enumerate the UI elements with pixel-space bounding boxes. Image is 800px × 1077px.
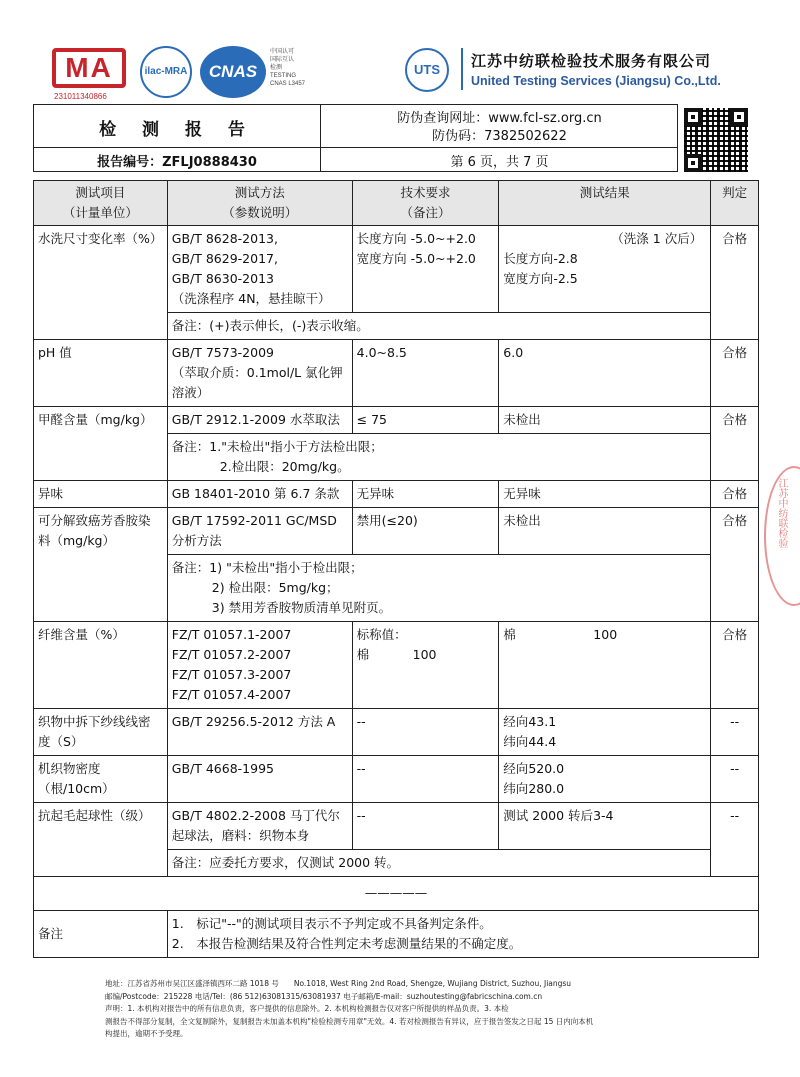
footer-statement-3: 构提出，逾期不予受理。 [105, 1029, 188, 1038]
footer [105, 978, 695, 1041]
item-odor: 异味 [34, 481, 168, 508]
item-wash: 水洗尺寸变化率（%） [34, 226, 168, 340]
company-header [405, 44, 735, 100]
judge-fiber: 合格 [711, 622, 759, 709]
uts-logo-icon: UTS [405, 48, 449, 92]
remarks-content: 1. 标记"--"的测试项目表示不予判定或不具备判定条件。 2. 本报告检测结果及符合性判定未考虑测量结果的不确定度。 [167, 911, 758, 958]
table-row [34, 709, 759, 756]
judge-ph: 合格 [711, 340, 759, 407]
item-formaldehyde: 甲醛含量（mg/kg） [34, 407, 168, 481]
table-row [34, 226, 759, 313]
header-item: 测试项目 （计量单位） [34, 181, 168, 226]
header-judge: 判定 [711, 181, 759, 226]
judge-formaldehyde: 合格 [711, 407, 759, 481]
method-odor: GB 18401-2010 第 6.7 条款 [167, 481, 352, 508]
judge-wash: 合格 [711, 226, 759, 340]
footer-address: 地址：江苏省苏州市吴江区盛泽镇西环二路 1018 号 No.1018, West Ring 2nd Road, Shengze, Wujiang District, Suzhou, Jiangsu [105, 979, 572, 988]
header-method: 测试方法 （参数说明） [167, 181, 352, 226]
note-pilling: 备注：应委托方要求，仅测试 2000 转。 [167, 850, 710, 877]
table-row [34, 508, 759, 555]
remarks-label: 备注 [34, 911, 168, 958]
judge-pilling: -- [711, 803, 759, 877]
footer-statement-2: 测报告不得部分复制，全文复制除外，复制报告未加盖本机构"检验检测专用章"无效。4. 若对检测报告有异议，应于报告签发之日起 15 日内向本机 [105, 1016, 594, 1026]
report-number: 报告编号：ZFLJ0888430 [97, 155, 257, 170]
table-row [34, 756, 759, 803]
ma-number: 231011340866 [54, 92, 107, 101]
item-fiber: 纤维含量（%） [34, 622, 168, 709]
cnas-caption: 中国认可 国际互认 检测 TESTING CNAS L3457 [270, 49, 306, 87]
item-pilling: 抗起毛起球性（级） [34, 803, 168, 877]
result-ph: 6.0 [499, 340, 711, 407]
result-pilling: 测试 2000 转后3-4 [499, 803, 711, 850]
ilac-mra-logo: ilac-MRA [140, 46, 192, 98]
cnas-logo: CNAS [200, 46, 266, 98]
item-amine: 可分解致癌芳香胺染 料（mg/kg） [34, 508, 168, 622]
item-ph: pH 值 [34, 340, 168, 407]
method-pilling: GB/T 4802.2-2008 马丁代尔 起球法，磨料：织物本身 [167, 803, 352, 850]
result-odor: 无异味 [499, 481, 711, 508]
anti-fake-code: 防伪码：7382502622 [432, 129, 567, 144]
table-row [34, 407, 759, 434]
report-info-box [33, 104, 678, 172]
req-fabric-density: -- [352, 756, 499, 803]
table-row [34, 340, 759, 407]
note-wash: 备注：(+)表示伸长，(-)表示收缩。 [167, 313, 710, 340]
method-formaldehyde: GB/T 2912.1-2009 水萃取法 [167, 407, 352, 434]
result-formaldehyde: 未检出 [499, 407, 711, 434]
judge-amine: 合格 [711, 508, 759, 622]
req-amine: 禁用(≤20) [352, 508, 499, 555]
header-requirement: 技术要求 （备注） [352, 181, 499, 226]
header-result: 测试结果 [499, 181, 711, 226]
item-yarn-density: 织物中拆下纱线线密 度（S） [34, 709, 168, 756]
result-fiber: 棉 100 [499, 622, 711, 709]
report-title: 检 测 报 告 [99, 120, 255, 140]
req-wash: 长度方向 -5.0~+2.0 宽度方向 -5.0~+2.0 [352, 226, 499, 313]
req-fiber: 标称值： 棉 100 [352, 622, 499, 709]
separator-row [34, 877, 759, 911]
page-info: 第 6 页，共 7 页 [450, 155, 549, 170]
result-yarn-density: 经向43.1 纬向44.4 [499, 709, 711, 756]
company-name-en: United Testing Services (Jiangsu) Co.,Ltd. [471, 74, 721, 88]
footer-statement-1: 声明：1. 本机构对报告中的所有信息负责，客户提供的信息除外。2. 本机构检测报告仅对客户所提供的样品负责。3. 本检 [105, 1004, 509, 1013]
method-amine: GB/T 17592-2011 GC/MSD 分析方法 [167, 508, 352, 555]
result-amine: 未检出 [499, 508, 711, 555]
judge-fabric-density: -- [711, 756, 759, 803]
table-header-row [34, 181, 759, 226]
req-pilling: -- [352, 803, 499, 850]
table-row [34, 622, 759, 709]
req-ph: 4.0~8.5 [352, 340, 499, 407]
qr-code-icon [684, 108, 748, 172]
footer-contact: 邮编/Postcode：215228 电话/Tel：(86 512)63081315/63081937 电子邮箱/E-mail：suzhoutesting@fabricschina.com.cn [105, 991, 543, 1001]
test-results-table [33, 180, 759, 958]
table-row [34, 481, 759, 508]
result-wash: （洗涤 1 次后） 长度方向-2.8 宽度方向-2.5 [499, 226, 711, 313]
end-separator: ————— [34, 877, 759, 911]
company-name-cn: 江苏中纺联检验技术服务有限公司 [471, 52, 712, 70]
req-odor: 无异味 [352, 481, 499, 508]
req-formaldehyde: ≤ 75 [352, 407, 499, 434]
table-row [34, 803, 759, 850]
item-fabric-density: 机织物密度 （根/10cm） [34, 756, 168, 803]
note-formaldehyde: 备注：1."未检出"指小于方法检出限； 2.检出限：20mg/kg。 [167, 434, 710, 481]
note-amine: 备注：1) "未检出"指小于检出限； 2) 检出限：5mg/kg； 3) 禁用芳香胺物质清单见附页。 [167, 555, 710, 622]
certification-logos [52, 40, 352, 102]
method-fiber: FZ/T 01057.1-2007 FZ/T 01057.2-2007 FZ/T 01057.3-2007 FZ/T 01057.4-2007 [167, 622, 352, 709]
result-fabric-density: 经向520.0 纬向280.0 [499, 756, 711, 803]
logo-divider [461, 48, 463, 90]
remarks-row [34, 911, 759, 958]
judge-odor: 合格 [711, 481, 759, 508]
method-ph: GB/T 7573-2009 （萃取介质：0.1mol/L 氯化钾 溶液） [167, 340, 352, 407]
method-fabric-density: GB/T 4668-1995 [167, 756, 352, 803]
anti-fake-url: 防伪查询网址：www.fcl-sz.org.cn [397, 111, 602, 126]
judge-yarn-density: -- [711, 709, 759, 756]
method-wash: GB/T 8628-2013, GB/T 8629-2017, GB/T 8630-2013 （洗涤程序 4N，悬挂晾干） [167, 226, 352, 313]
method-yarn-density: GB/T 29256.5-2012 方法 A [167, 709, 352, 756]
req-yarn-density: -- [352, 709, 499, 756]
ma-logo: MA 231011340866 [52, 48, 126, 88]
seal-stamp: 江苏中纺联检验 [764, 466, 800, 606]
